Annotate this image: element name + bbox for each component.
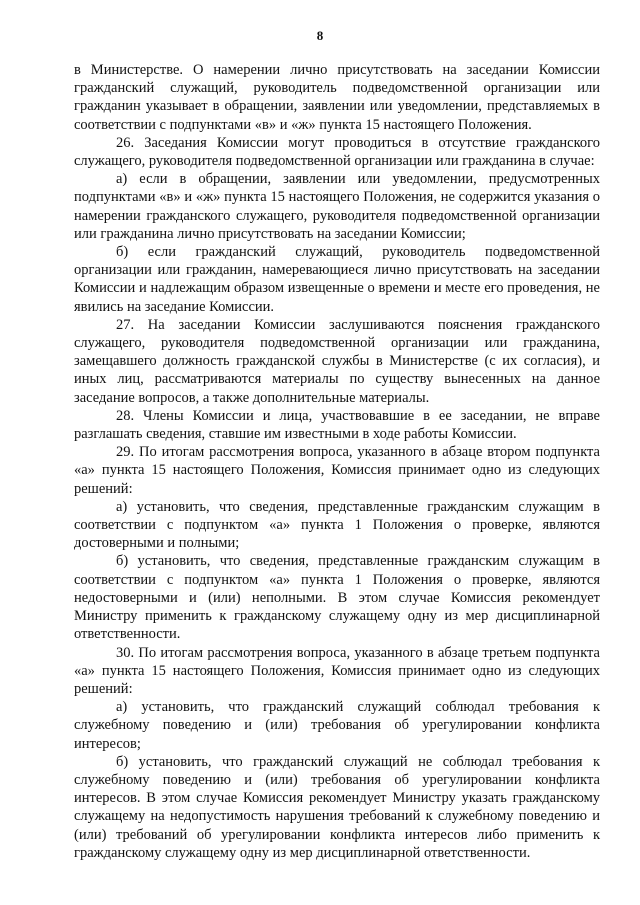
paragraph-26-a: а) если в обращении, заявлении или уведомлении, предусмотренных подпунктами «в» и «ж» пункта 15 настоящего Положения, не содержится указания о намерении гражданского служащего, руководителя подведомственной организации или гражданина лично присутствовать на заседании Комиссии;: [74, 171, 600, 242]
document-body: [74, 61, 600, 862]
paragraph-30-b: б) установить, что гражданский служащий не соблюдал требования к служебному поведению и (или) требования об урегулировании конфликта интересов. В этом случае Комиссия рекомендует Министру указать гражданскому служащему на недопустимость нарушения требований к служебному поведению и (или) требований об урегулировании конфликта интересов либо применить к гражданскому служащему одну из мер дисциплинарной ответственности.: [74, 753, 600, 861]
paragraph-29: 29. По итогам рассмотрения вопроса, указанного в абзаце втором подпункта «а» пункта 15 настоящего Положения, Комиссия принимает одно из следующих решений:: [74, 444, 600, 497]
paragraph-26: 26. Заседания Комиссии могут проводиться в отсутствие гражданского служащего, руководителя подведомственной организации или гражданина в случае:: [74, 134, 600, 170]
paragraph-continuation: в Министерстве. О намерении лично присутствовать на заседании Комиссии гражданский служащий, руководитель подведомственной организации или гражданин указывает в обращении, заявлении или уведомлении, представляемых в соответствии с подпунктами «в» и «ж» пункта 15 настоящего Положения.: [74, 62, 600, 133]
paragraph-28: 28. Члены Комиссии и лица, участвовавшие в ее заседании, не вправе разглашать сведения, ставшие им известными в ходе работы Комиссии.: [74, 407, 600, 443]
paragraph-29-a: а) установить, что сведения, представленные гражданским служащим в соответствии с подпунктом «а» пункта 1 Положения о проверке, являются достоверными и полными;: [74, 498, 600, 552]
paragraph-29-b: б) установить, что сведения, представленные гражданским служащим в соответствии с подпунктом «а» пункта 1 Положения о проверке, являются недостоверными и (или) неполными. В этом случае Комиссия рекомендует Министру применить к гражданскому служащему одну из мер дисциплинарной ответственности.: [74, 553, 600, 643]
paragraph-27: 27. На заседании Комиссии заслушиваются пояснения гражданского служащего, руководителя подведомственной организации или гражданина, замещавшего должность гражданской службы в Министерстве (с их согласия), и иных лиц, рассматриваются материалы по существу вынесенных на данное заседание вопросов, а также дополнительные материалы.: [74, 316, 600, 406]
page-number: 8: [316, 28, 324, 43]
paragraph-30: 30. По итогам рассмотрения вопроса, указанного в абзаце третьем подпункта «а» пункта 15 настоящего Положения, Комиссия принимает одно из следующих решений:: [74, 644, 600, 697]
paragraph-30-a: а) установить, что гражданский служащий соблюдал требования к служебному поведению и (или) требования об урегулировании конфликта интересов;: [74, 699, 600, 752]
paragraph-26-b: б) если гражданский служащий, руководитель подведомственной организации или гражданин, намеревающиеся лично присутствовать на заседании Комиссии и надлежащим образом извещенные о времени и месте его проведения, не явились на заседание Комиссии.: [74, 244, 600, 315]
